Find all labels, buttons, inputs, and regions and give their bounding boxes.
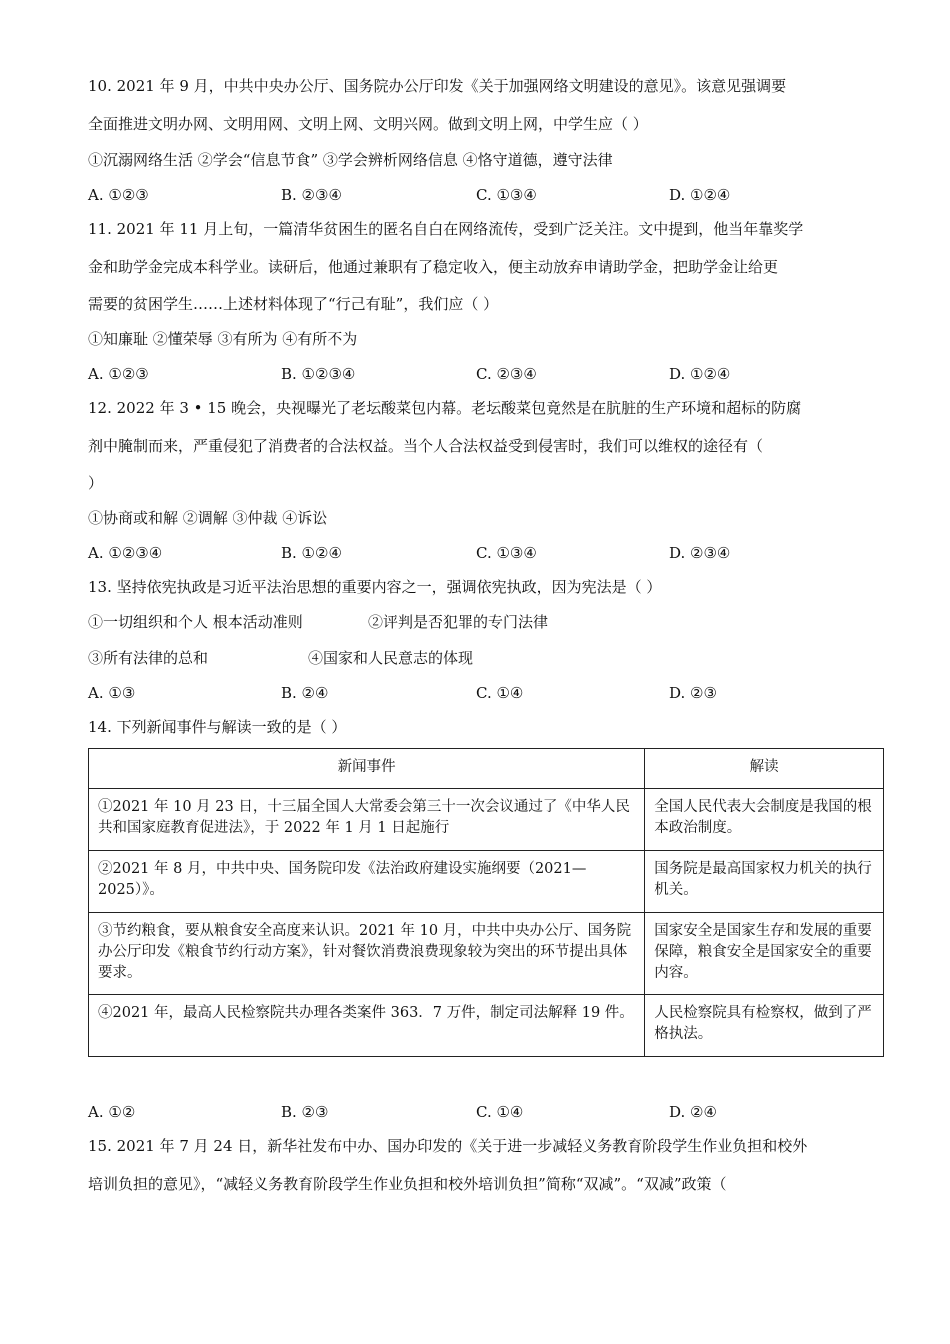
q12-stem-line1: 12. 2022 年 3 • 15 晚会，央视曝光了老坛酸菜包内幕。老坛酸菜包竟然是在肮脏的生产环境和超标的防腐 [88,399,802,417]
q11-option-c[interactable]: C. ②③④ [476,365,537,383]
table-row [89,913,884,995]
q11-options [88,364,888,384]
q14-option-b[interactable]: B. ②③ [281,1103,329,1121]
row-3-event: ③节约粮食，要从粮食安全高度来认识。2021 年 10 月，中共中央办公厅、国务院办公厅印发《粮食节约行动方案》，针对餐饮消费浪费现象较为突出的环节提出具体要求。 [89,913,645,995]
q12-stem-line3: ） [88,474,104,492]
q12-option-c[interactable]: C. ①③④ [476,544,537,562]
q11-stem-line2: 金和助学金完成本科学业。读研后，他通过兼职有了稳定收入，便主动放弃申请助学金，把助学金让给更 [88,258,779,276]
table-row [89,995,884,1057]
q13-statement-1: ①一切组织和个人 根本活动准则 [88,613,303,631]
q13-stem-line1: 13. 坚持依宪执政是习近平法治思想的重要内容之一，强调依宪执政，因为宪法是（ ） [88,578,662,596]
q11-stem-line3: 需要的贫困学生……上述材料体现了“行己有耻”，我们应（ ） [88,295,499,313]
row-1-event: ①2021 年 10 月 23 日，十三届全国人大常委会第三十一次会议通过了《中华人民共和国家庭教育促进法》，于 2022 年 1 月 1 日起施行 [89,789,645,851]
q10-stem-line2: 全面推进文明办网、文明用网、文明上网、文明兴网。做到文明上网，中学生应（ ） [88,115,648,133]
q11-option-b[interactable]: B. ①②③④ [281,365,356,383]
q10-option-d[interactable]: D. ①②④ [669,186,731,204]
q12-option-a[interactable]: A. ①②③④ [88,544,163,562]
q12-option-b[interactable]: B. ①②④ [281,544,342,562]
q13-statement-3: ③所有法律的总和 [88,649,209,667]
q11-option-d[interactable]: D. ①②④ [669,365,731,383]
q11-statements: ①知廉耻 ②懂荣辱 ③有所为 ④有所不为 [88,330,358,348]
q14-option-a[interactable]: A. ①② [88,1103,136,1121]
q12-statements: ①协商或和解 ②调解 ③仲裁 ④诉讼 [88,509,328,527]
q12-option-d[interactable]: D. ②③④ [669,544,731,562]
q11-option-a[interactable]: A. ①②③ [88,365,149,383]
q10-option-a[interactable]: A. ①②③ [88,186,149,204]
q13-statement-2: ②评判是否犯罪的专门法律 [368,613,549,631]
table-row [89,789,884,851]
q15-stem-line2: 培训负担的意见》，“减轻义务教育阶段学生作业负担和校外培训负担”简称“双减”。“双减”政策（ [88,1175,727,1193]
table-header-row [89,749,884,789]
q14-stem-line1: 14. 下列新闻事件与解读一致的是（ ） [88,718,347,736]
table-row [89,851,884,913]
q10-options [88,185,888,205]
news-table [88,748,884,1057]
q15-stem-line1: 15. 2021 年 7 月 24 日，新华社发布中办、国办印发的《关于进一步减轻义务教育阶段学生作业负担和校外 [88,1137,808,1155]
q14-options [88,1102,888,1122]
q14-option-c[interactable]: C. ①④ [476,1103,524,1121]
row-1-reading: 全国人民代表大会制度是我国的根本政治制度。 [645,789,884,851]
q11-stem-line1: 11. 2021 年 11 月上旬，一篇清华贫困生的匿名自白在网络流传，受到广泛关注。文中提到，他当年靠奖学 [88,220,804,238]
q10-option-c[interactable]: C. ①③④ [476,186,537,204]
q14-option-d[interactable]: D. ②④ [669,1103,717,1121]
header-news-event: 新闻事件 [89,749,645,789]
row-4-event: ④2021 年，最高人民检察院共办理各类案件 363．7 万件，制定司法解释 19 件。 [89,995,645,1057]
row-2-reading: 国务院是最高国家权力机关的执行机关。 [645,851,884,913]
row-3-reading: 国家安全是国家生存和发展的重要保障，粮食安全是国家安全的重要内容。 [645,913,884,995]
q13-statement-4: ④国家和人民意志的体现 [308,649,474,667]
q10-option-b[interactable]: B. ②③④ [281,186,342,204]
q13-option-a[interactable]: A. ①③ [88,684,136,702]
q10-stem-line1: 10. 2021 年 9 月，中共中央办公厅、国务院办公厅印发《关于加强网络文明建设的意见》。该意见强调要 [88,77,787,95]
row-2-event: ②2021 年 8 月，中共中央、国务院印发《法治政府建设实施纲要（2021—2025）》。 [89,851,645,913]
row-4-reading: 人民检察院具有检察权，做到了严格执法。 [645,995,884,1057]
q12-stem-line2: 剂中腌制而来，严重侵犯了消费者的合法权益。当个人合法权益受到侵害时，我们可以维权的途径有（ [88,437,764,455]
q13-option-d[interactable]: D. ②③ [669,684,717,702]
q10-statements: ①沉溺网络生活 ②学会“信息节食” ③学会辨析网络信息 ④恪守道德，遵守法律 [88,151,613,169]
header-reading: 解读 [645,749,884,789]
q12-options [88,543,888,563]
q13-option-c[interactable]: C. ①④ [476,684,524,702]
q13-option-b[interactable]: B. ②④ [281,684,329,702]
q13-options [88,683,888,703]
